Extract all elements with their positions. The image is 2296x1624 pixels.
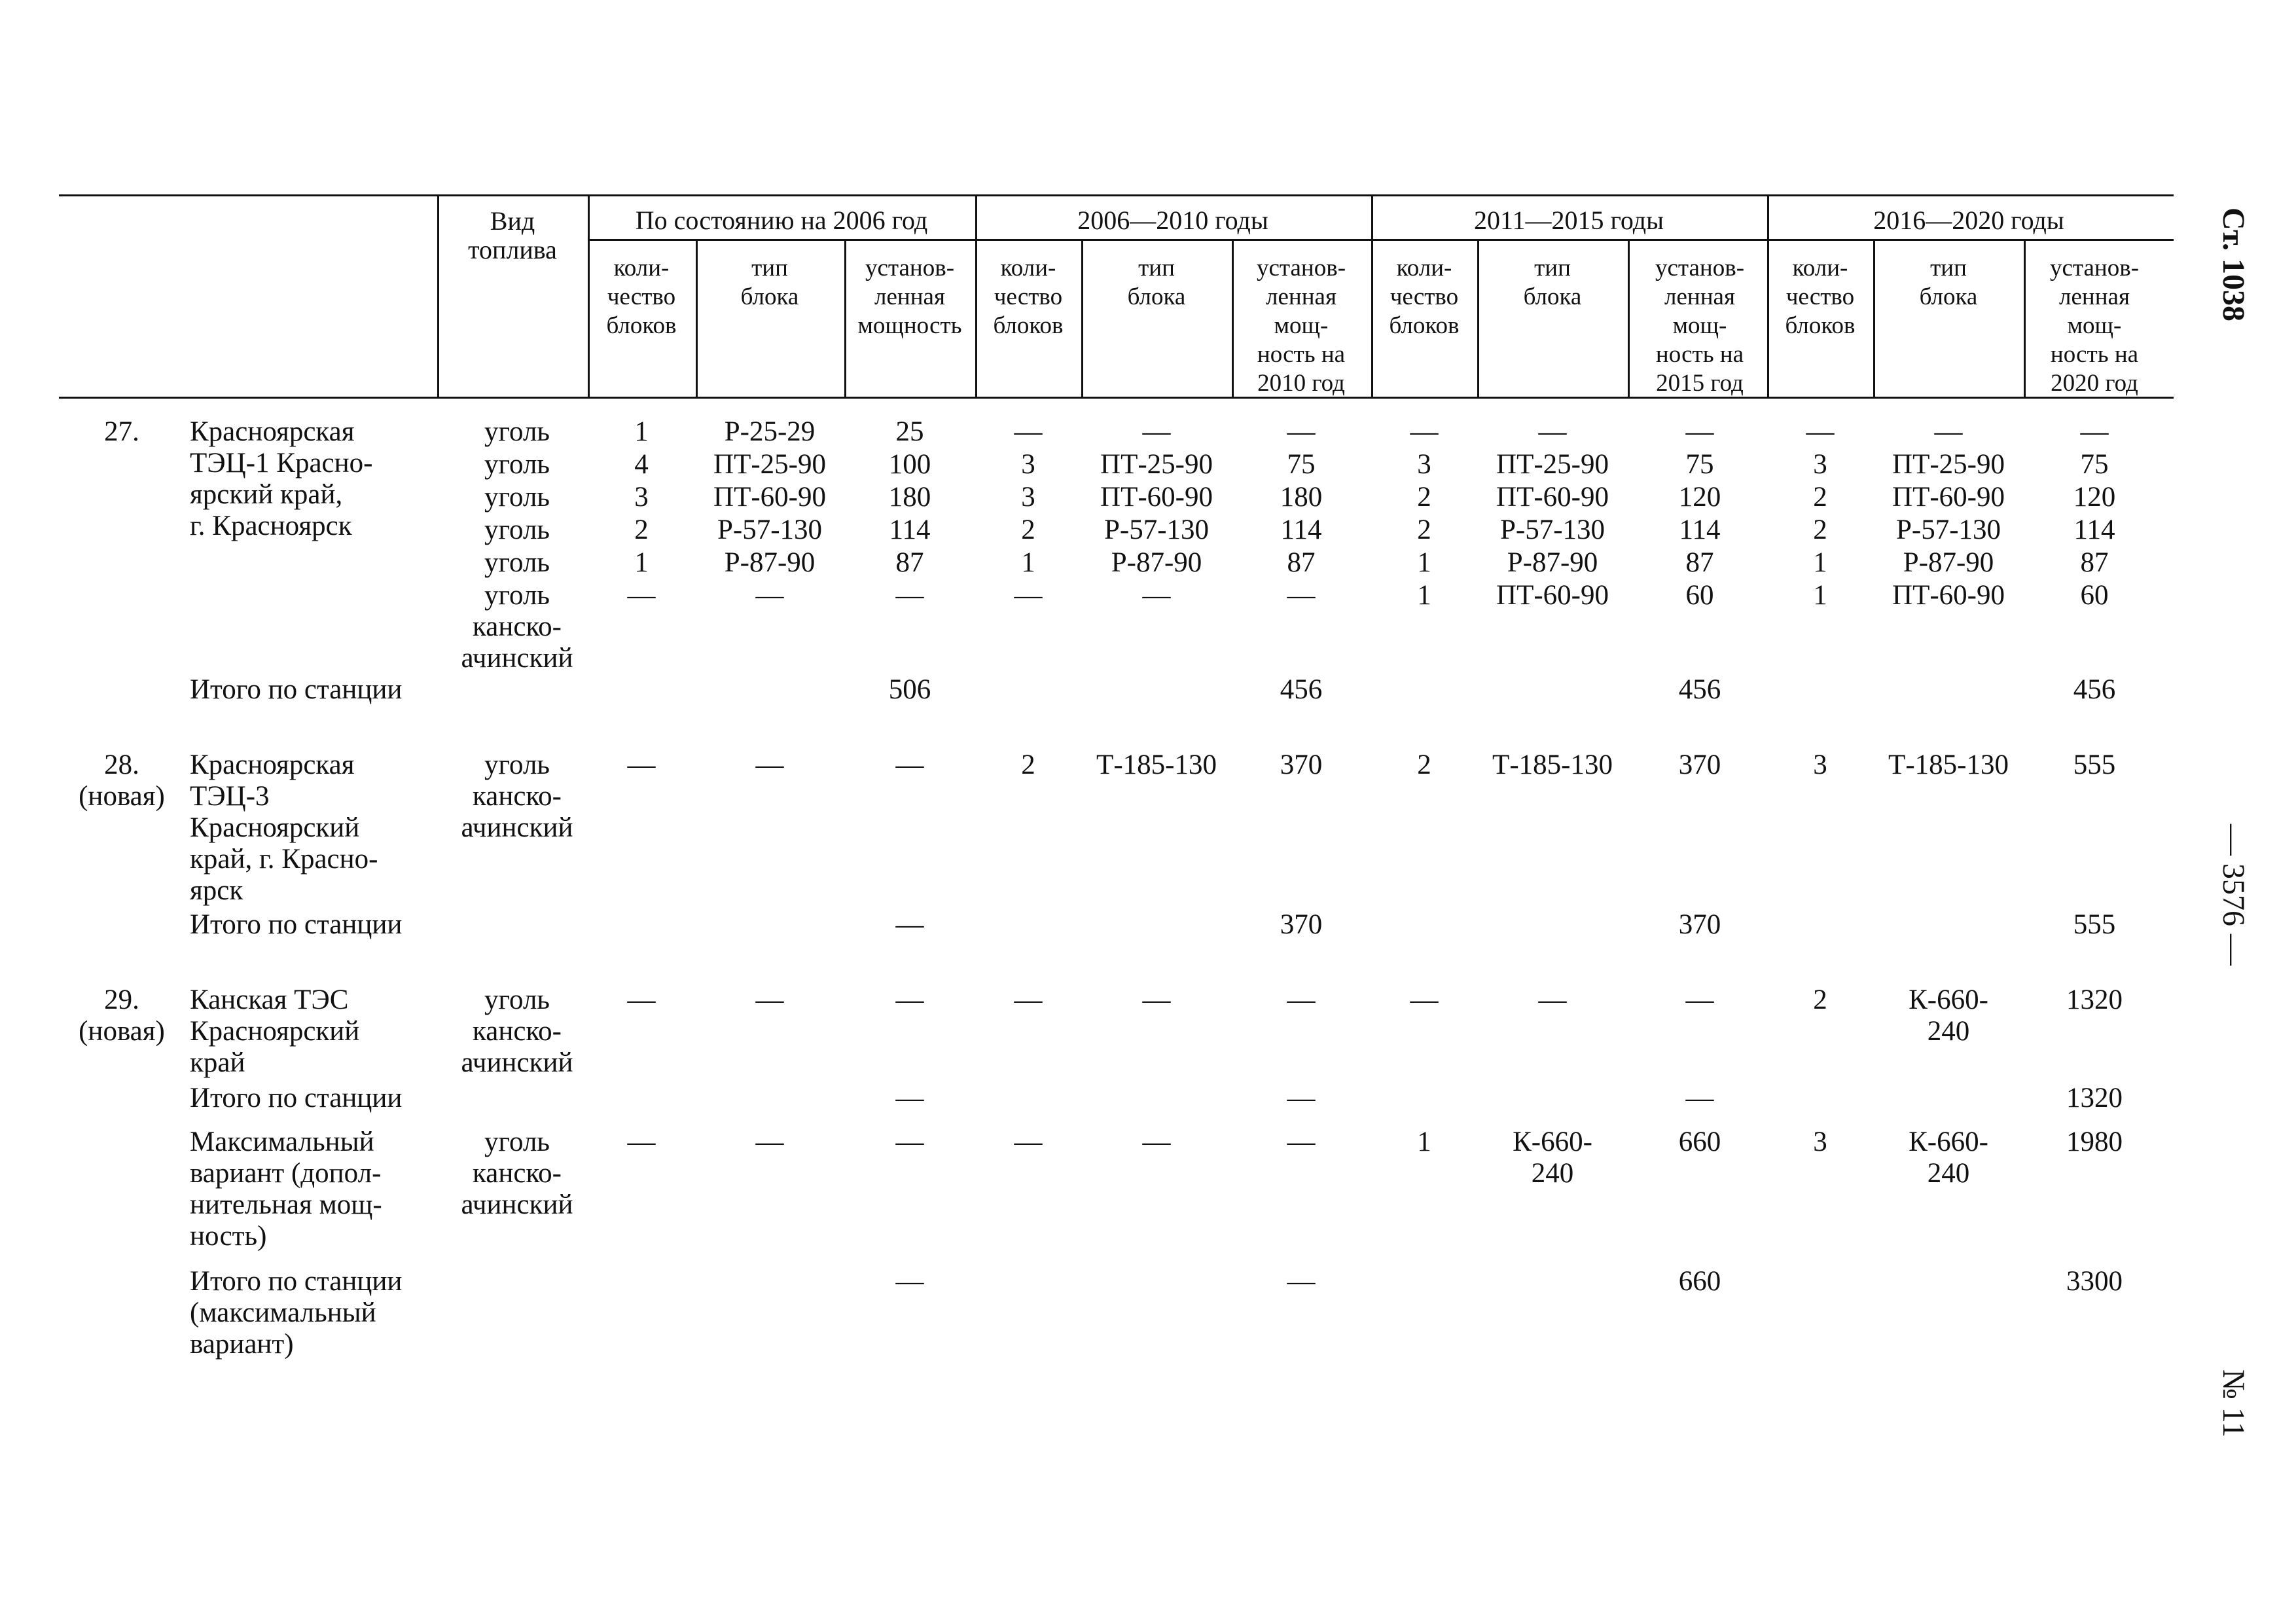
column-rule bbox=[696, 239, 698, 397]
block-count-cell: — bbox=[1014, 1127, 1043, 1157]
block-count-header: чество bbox=[994, 283, 1063, 310]
station-number: 29. bbox=[104, 984, 139, 1015]
station-total-value: — bbox=[1287, 1083, 1316, 1113]
block-type-header: тип bbox=[751, 255, 788, 281]
station-name: Красноярский bbox=[190, 812, 360, 843]
station-name: ярск bbox=[190, 875, 243, 906]
block-type-cell: ПТ-60-90 bbox=[1100, 482, 1213, 513]
installed-capacity-header: ленная bbox=[1266, 283, 1336, 310]
column-rule bbox=[1628, 239, 1630, 397]
block-type-cell: Р-57-130 bbox=[1499, 514, 1605, 545]
block-count-cell: 2 bbox=[1813, 482, 1827, 513]
column-rule bbox=[437, 194, 439, 397]
station-total-label: вариант) bbox=[190, 1329, 294, 1360]
capacity-cell: 180 bbox=[888, 482, 931, 513]
block-count-header: коли- bbox=[1792, 255, 1848, 281]
capacity-cell: — bbox=[895, 1127, 924, 1157]
capacity-cell: 87 bbox=[2080, 547, 2109, 578]
capacity-cell: — bbox=[1287, 580, 1316, 611]
block-type-cell: — bbox=[1142, 416, 1171, 447]
station-name: Красноярская bbox=[190, 749, 355, 780]
max-variant-name: ность) bbox=[190, 1221, 267, 1252]
max-variant-name: нительная мощ- bbox=[190, 1189, 382, 1220]
block-type-cell: Т-185-130 bbox=[1096, 749, 1217, 780]
block-type-cell: ПТ-25-90 bbox=[1892, 449, 2005, 480]
block-type-cell: ПТ-60-90 bbox=[1496, 482, 1609, 513]
block-count-header: блоков bbox=[606, 312, 677, 339]
block-count-cell: 3 bbox=[634, 482, 649, 513]
block-count-cell: 1 bbox=[1021, 547, 1035, 578]
capacity-cell: 87 bbox=[1685, 547, 1714, 578]
column-rule bbox=[2024, 239, 2026, 397]
capacity-cell: 114 bbox=[1280, 514, 1322, 545]
block-type-header: тип bbox=[1930, 255, 1967, 281]
installed-capacity-header: 2020 год bbox=[2051, 370, 2138, 397]
block-type-cell: — bbox=[755, 749, 784, 780]
block-count-cell: 2 bbox=[1417, 482, 1431, 513]
block-type-cell: — bbox=[1142, 580, 1171, 611]
capacity-cell: 114 bbox=[889, 514, 931, 545]
block-count-cell: 2 bbox=[1813, 514, 1827, 545]
station-name: край bbox=[190, 1047, 245, 1078]
fuel-type-cell: уголь bbox=[484, 749, 550, 780]
block-count-cell: — bbox=[1410, 416, 1439, 447]
period-header: 2016—2020 годы bbox=[1873, 206, 2064, 235]
capacity-cell: — bbox=[895, 984, 924, 1015]
capacity-cell: — bbox=[1685, 984, 1714, 1015]
fuel-type-cell: ачинский bbox=[461, 812, 573, 843]
fuel-type-cell: ачинский bbox=[461, 643, 573, 674]
block-type-cell: К-660- bbox=[1513, 1127, 1592, 1157]
station-number: 28. bbox=[104, 749, 139, 780]
station-total-value: 506 bbox=[888, 674, 931, 705]
station-total-value: 456 bbox=[2073, 674, 2116, 705]
fuel-type-cell: канско- bbox=[473, 1158, 562, 1189]
installed-capacity-header: ленная bbox=[1664, 283, 1735, 310]
fuel-type-header: топлива bbox=[468, 235, 557, 264]
fuel-type-cell: канско- bbox=[473, 1016, 562, 1047]
block-type-cell: Т-185-130 bbox=[1492, 749, 1613, 780]
capacity-cell: 114 bbox=[1679, 514, 1721, 545]
max-variant-name: Максимальный bbox=[190, 1127, 374, 1157]
block-count-cell: — bbox=[627, 749, 656, 780]
block-type-cell: К-660- bbox=[1909, 1127, 1988, 1157]
column-rule bbox=[1767, 194, 1769, 397]
block-type-cell: — bbox=[1142, 1127, 1171, 1157]
column-rule bbox=[975, 194, 977, 397]
station-total-value: — bbox=[1685, 1083, 1714, 1113]
station-number: 27. bbox=[104, 416, 139, 447]
block-count-header: блоков bbox=[993, 312, 1064, 339]
period-header: 2011—2015 годы bbox=[1474, 206, 1664, 235]
block-count-cell: 3 bbox=[1813, 449, 1827, 480]
block-type-cell: Т-185-130 bbox=[1888, 749, 2009, 780]
fuel-type-cell: уголь bbox=[484, 514, 550, 545]
period-header: По состоянию на 2006 год bbox=[635, 206, 928, 235]
capacity-cell: 114 bbox=[2073, 514, 2115, 545]
fuel-type-cell: ачинский bbox=[461, 1189, 573, 1220]
block-type-cell: 240 bbox=[1531, 1158, 1574, 1189]
station-total-value: 456 bbox=[1678, 674, 1721, 705]
capacity-cell: — bbox=[1287, 416, 1316, 447]
installed-capacity-header: ность на bbox=[2050, 341, 2139, 368]
capacity-cell: 100 bbox=[888, 449, 931, 480]
block-type-cell: — bbox=[755, 1127, 784, 1157]
installed-capacity-header: мощность bbox=[857, 312, 962, 339]
installed-capacity-header: установ- bbox=[1256, 255, 1346, 281]
block-count-header: чество bbox=[607, 283, 676, 310]
capacity-cell: 180 bbox=[1280, 482, 1323, 513]
installed-capacity-header: мощ- bbox=[1274, 312, 1329, 339]
block-type-cell: Р-57-130 bbox=[717, 514, 823, 545]
block-type-cell: ПТ-25-90 bbox=[1496, 449, 1609, 480]
station-total-value: 370 bbox=[1678, 909, 1721, 940]
capacity-cell: 120 bbox=[1678, 482, 1721, 513]
station-name: Красноярский bbox=[190, 1016, 360, 1047]
block-count-cell: 3 bbox=[1021, 482, 1035, 513]
block-type-cell: Р-87-90 bbox=[1111, 547, 1202, 578]
capacity-cell: 87 bbox=[1287, 547, 1316, 578]
block-type-cell: 240 bbox=[1927, 1016, 1970, 1047]
block-type-cell: Р-87-90 bbox=[1507, 547, 1598, 578]
block-count-cell: 2 bbox=[1813, 984, 1827, 1015]
block-type-cell: ПТ-60-90 bbox=[1496, 580, 1609, 611]
column-rule bbox=[1371, 194, 1373, 397]
fuel-type-cell: уголь bbox=[484, 1127, 550, 1157]
block-count-cell: 1 bbox=[1417, 1127, 1431, 1157]
capacity-cell: — bbox=[1287, 1127, 1316, 1157]
fuel-type-cell: уголь bbox=[484, 449, 550, 480]
installed-capacity-header: 2010 год bbox=[1257, 370, 1345, 397]
block-count-cell: 1 bbox=[1813, 580, 1827, 611]
capacity-cell: 75 bbox=[2080, 449, 2109, 480]
block-count-cell: — bbox=[1014, 984, 1043, 1015]
block-type-cell: ПТ-25-90 bbox=[713, 449, 826, 480]
station-number: (новая) bbox=[79, 1016, 165, 1047]
installed-capacity-header: ность на bbox=[1257, 341, 1346, 368]
capacity-cell: — bbox=[2080, 416, 2109, 447]
capacity-cell: 1320 bbox=[2066, 984, 2123, 1015]
station-total-value: 555 bbox=[2073, 909, 2116, 940]
capacity-cell: 87 bbox=[895, 547, 924, 578]
station-total-label: Итого по станции bbox=[190, 909, 403, 940]
block-type-header: блока bbox=[740, 283, 799, 310]
block-type-cell: ПТ-60-90 bbox=[1892, 580, 2005, 611]
issue-number: № 11 bbox=[2216, 1369, 2251, 1437]
capacity-cell: 25 bbox=[895, 416, 924, 447]
block-count-cell: 2 bbox=[1417, 749, 1431, 780]
station-name: ТЭЦ-3 bbox=[190, 781, 270, 812]
installed-capacity-header: установ- bbox=[2049, 255, 2140, 281]
station-name: Канская ТЭС bbox=[190, 984, 349, 1015]
station-total-value: — bbox=[1287, 1266, 1316, 1297]
installed-capacity-header: установ- bbox=[865, 255, 955, 281]
station-total-label: (максимальный bbox=[190, 1297, 376, 1328]
station-total-value: 1320 bbox=[2066, 1083, 2123, 1113]
station-total-value: — bbox=[895, 1083, 924, 1113]
station-total-value: 3300 bbox=[2066, 1266, 2123, 1297]
block-count-cell: — bbox=[1410, 984, 1439, 1015]
installed-capacity-header: мощ- bbox=[2067, 312, 2122, 339]
block-type-header: блока bbox=[1523, 283, 1582, 310]
column-rule bbox=[1477, 239, 1479, 397]
block-count-cell: 3 bbox=[1813, 749, 1827, 780]
block-count-header: коли- bbox=[1000, 255, 1056, 281]
block-type-cell: ПТ-25-90 bbox=[1100, 449, 1213, 480]
block-count-cell: 1 bbox=[1417, 547, 1431, 578]
block-type-cell: ПТ-60-90 bbox=[713, 482, 826, 513]
block-type-cell: Р-25-29 bbox=[724, 416, 816, 447]
block-count-cell: — bbox=[627, 1127, 656, 1157]
block-type-header: блока bbox=[1127, 283, 1186, 310]
page-number: — 3576 — bbox=[2216, 824, 2251, 965]
block-type-cell: ПТ-60-90 bbox=[1892, 482, 2005, 513]
statute-label: Ст. 1038 bbox=[2216, 208, 2251, 321]
block-count-cell: 1 bbox=[1813, 547, 1827, 578]
block-count-header: чество bbox=[1390, 283, 1459, 310]
capacity-cell: 555 bbox=[2073, 749, 2116, 780]
block-count-cell: 3 bbox=[1021, 449, 1035, 480]
fuel-type-header: Вид bbox=[490, 206, 535, 236]
fuel-type-cell: ачинский bbox=[461, 1047, 573, 1078]
capacity-cell: 120 bbox=[2073, 482, 2116, 513]
block-count-cell: — bbox=[1014, 580, 1043, 611]
capacity-cell: 370 bbox=[1678, 749, 1721, 780]
fuel-type-cell: канско- bbox=[473, 611, 562, 642]
block-type-cell: — bbox=[1142, 984, 1171, 1015]
station-name: Красноярская bbox=[190, 416, 355, 447]
column-rule bbox=[844, 239, 846, 397]
block-type-cell: — bbox=[1538, 416, 1567, 447]
station-number: (новая) bbox=[79, 781, 165, 812]
fuel-type-cell: уголь bbox=[484, 580, 550, 611]
installed-capacity-header: 2015 год bbox=[1656, 370, 1744, 397]
capacity-cell: — bbox=[1287, 984, 1316, 1015]
block-count-header: блоков bbox=[1785, 312, 1856, 339]
capacity-cell: — bbox=[895, 749, 924, 780]
block-count-cell: 1 bbox=[1417, 580, 1431, 611]
period-subheader-rule bbox=[588, 239, 2174, 241]
block-type-cell: — bbox=[755, 984, 784, 1015]
capacity-cell: 60 bbox=[2080, 580, 2109, 611]
station-total-label: Итого по станции bbox=[190, 674, 403, 705]
block-count-cell: — bbox=[627, 580, 656, 611]
capacity-cell: 60 bbox=[1685, 580, 1714, 611]
block-type-cell: К-660- bbox=[1909, 984, 1988, 1015]
station-name: ярский край, bbox=[190, 479, 343, 510]
block-type-cell: — bbox=[1934, 416, 1963, 447]
column-rule bbox=[1081, 239, 1083, 397]
block-count-cell: 1 bbox=[634, 547, 649, 578]
block-count-cell: 2 bbox=[1021, 514, 1035, 545]
station-total-value: 660 bbox=[1678, 1266, 1721, 1297]
block-type-header: тип bbox=[1138, 255, 1175, 281]
block-type-cell: — bbox=[1538, 984, 1567, 1015]
block-type-header: блока bbox=[1919, 283, 1978, 310]
column-rule bbox=[1232, 239, 1234, 397]
block-type-cell: — bbox=[755, 580, 784, 611]
station-total-label: Итого по станции bbox=[190, 1083, 403, 1113]
installed-capacity-header: мощ- bbox=[1672, 312, 1727, 339]
block-count-header: коли- bbox=[1396, 255, 1452, 281]
column-rule bbox=[588, 194, 590, 397]
station-total-value: 370 bbox=[1280, 909, 1323, 940]
column-rule bbox=[1873, 239, 1875, 397]
fuel-type-cell: уголь bbox=[484, 984, 550, 1015]
block-count-cell: — bbox=[1806, 416, 1835, 447]
block-count-cell: 2 bbox=[1417, 514, 1431, 545]
capacity-cell: 75 bbox=[1685, 449, 1714, 480]
block-count-cell: 3 bbox=[1417, 449, 1431, 480]
block-count-header: блоков bbox=[1389, 312, 1460, 339]
fuel-type-cell: канско- bbox=[473, 781, 562, 812]
table-top-rule bbox=[59, 194, 2174, 196]
block-type-cell: Р-87-90 bbox=[724, 547, 816, 578]
block-count-cell: 2 bbox=[1021, 749, 1035, 780]
station-total-value: — bbox=[895, 1266, 924, 1297]
capacity-cell: 1980 bbox=[2066, 1127, 2123, 1157]
capacity-cell: — bbox=[895, 580, 924, 611]
station-total-label: Итого по станции bbox=[190, 1266, 403, 1297]
block-type-cell: 240 bbox=[1927, 1158, 1970, 1189]
block-count-header: чество bbox=[1785, 283, 1855, 310]
installed-capacity-header: ность на bbox=[1655, 341, 1744, 368]
fuel-type-cell: уголь bbox=[484, 416, 550, 447]
fuel-type-cell: уголь bbox=[484, 547, 550, 578]
capacity-cell: 75 bbox=[1287, 449, 1316, 480]
station-name: г. Красноярск bbox=[190, 511, 352, 541]
capacity-cell: 370 bbox=[1280, 749, 1323, 780]
capacity-cell: — bbox=[1685, 416, 1714, 447]
installed-capacity-header: ленная bbox=[2059, 283, 2130, 310]
station-name: край, г. Красно- bbox=[190, 844, 378, 875]
block-count-cell: 1 bbox=[634, 416, 649, 447]
block-type-cell: Р-57-130 bbox=[1895, 514, 2001, 545]
block-count-cell: — bbox=[627, 984, 656, 1015]
block-count-header: коли- bbox=[613, 255, 670, 281]
block-count-cell: 4 bbox=[634, 449, 649, 480]
station-total-value: — bbox=[895, 909, 924, 940]
fuel-type-cell: уголь bbox=[484, 482, 550, 513]
block-count-cell: — bbox=[1014, 416, 1043, 447]
period-header: 2006—2010 годы bbox=[1077, 206, 1268, 235]
installed-capacity-header: установ- bbox=[1655, 255, 1745, 281]
installed-capacity-header: ленная bbox=[874, 283, 945, 310]
block-type-cell: Р-57-130 bbox=[1103, 514, 1210, 545]
max-variant-name: вариант (допол- bbox=[190, 1158, 382, 1189]
table-header-rule bbox=[59, 397, 2174, 399]
capacity-cell: 660 bbox=[1678, 1127, 1721, 1157]
block-count-cell: 2 bbox=[634, 514, 649, 545]
block-count-cell: 3 bbox=[1813, 1127, 1827, 1157]
station-total-value: 456 bbox=[1280, 674, 1323, 705]
block-type-header: тип bbox=[1534, 255, 1571, 281]
station-name: ТЭЦ-1 Красно- bbox=[190, 448, 373, 478]
block-type-cell: Р-87-90 bbox=[1903, 547, 1994, 578]
